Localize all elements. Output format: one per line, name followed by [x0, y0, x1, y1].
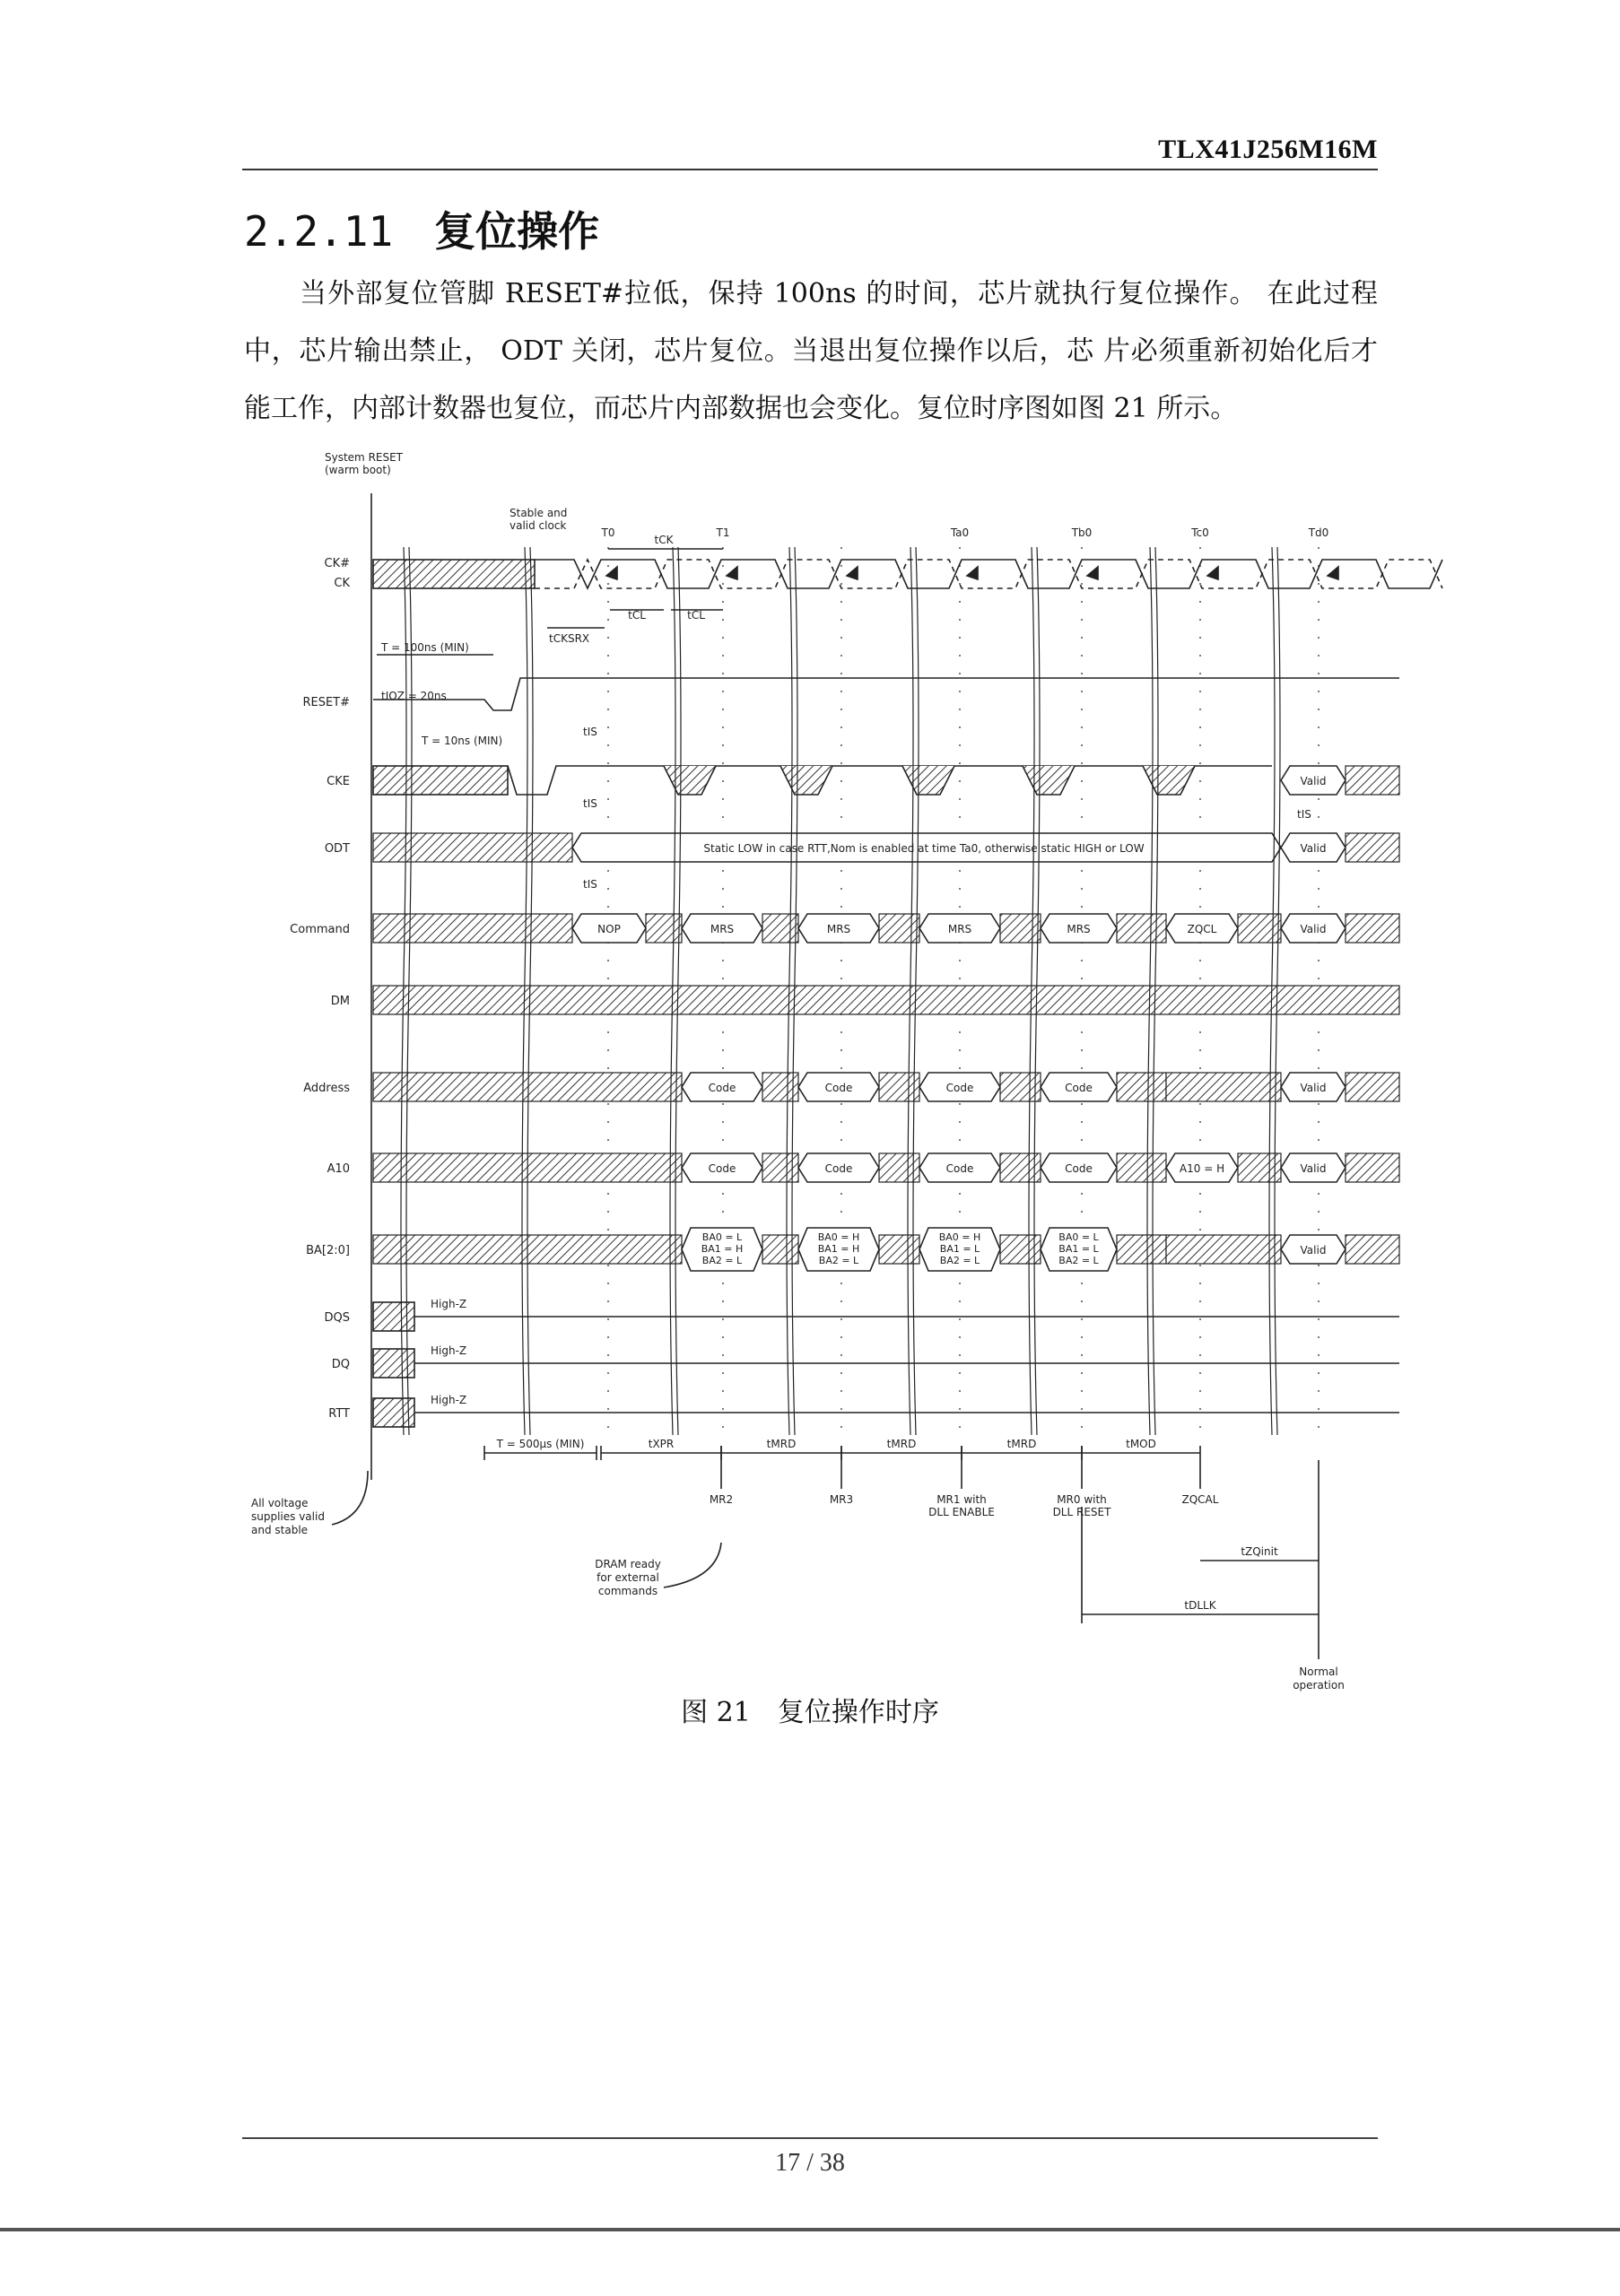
a10-dont-care [762, 1153, 798, 1182]
signal-label: CK [334, 577, 350, 590]
signal-label: Command [290, 923, 350, 936]
signal-label: DQS [324, 1311, 350, 1325]
page-bottom-border [0, 2228, 1620, 2231]
mr-label: ZQCAL [1181, 1493, 1219, 1506]
mr-label: MR2 [709, 1493, 734, 1506]
command-value: NOP [597, 923, 621, 935]
odt-value: Valid [1300, 842, 1327, 855]
cmd-gap-dont-care [879, 914, 919, 943]
odt-text: Static LOW in case RTT,Nom is enabled at time Ta0, otherwise static HIGH or LOW [703, 842, 1145, 855]
section-heading [244, 199, 599, 258]
signal-label: ODT [324, 842, 350, 856]
a10-value: A10 = H [1179, 1162, 1225, 1175]
mr-label: DLL RESET [1052, 1506, 1111, 1518]
cmd-gap-dont-care [1117, 914, 1166, 943]
command-value: MRS [947, 923, 972, 935]
address-value: Code [945, 1082, 974, 1094]
ba-value: BA1 = L [1058, 1243, 1099, 1255]
cmd-gap-dont-care [646, 914, 682, 943]
address-dont-care [373, 1073, 682, 1101]
tdllk-label: tDLLK [1184, 1599, 1216, 1612]
a10-dont-care [1346, 1153, 1399, 1182]
a10-value: Code [945, 1162, 974, 1175]
cke-transition [780, 766, 832, 795]
ba-value: BA2 = L [701, 1255, 743, 1266]
all-voltage-label: and stable [251, 1524, 309, 1536]
ba-dont-care [1346, 1235, 1399, 1264]
command-value: MRS [710, 923, 735, 935]
stable-clock-label: valid clock [510, 519, 567, 532]
signal-label: Address [303, 1082, 350, 1095]
a10-value: Valid [1300, 1162, 1327, 1175]
ba-value: BA0 = L [1058, 1231, 1099, 1243]
mr-label: MR3 [829, 1493, 854, 1506]
header-rule [242, 169, 1378, 170]
ck-edge-arrow [847, 567, 858, 579]
tcl1-label: tCL [628, 609, 646, 622]
a10-value: Code [708, 1162, 736, 1175]
cke-dont-care [1346, 766, 1399, 795]
signal-label: DQ [331, 1358, 350, 1371]
normal-operation-label: Normal [1299, 1665, 1338, 1678]
cke-value: Valid [1300, 775, 1327, 787]
dram-ready-label: DRAM ready [595, 1558, 661, 1570]
section-title: 复位操作 [434, 207, 600, 256]
tcksrx-label: tCKSRX [549, 632, 590, 645]
signal-label: RTT [328, 1407, 350, 1421]
t100-label: T = 100ns (MIN) [381, 641, 469, 654]
ba-value: BA0 = H [938, 1231, 981, 1243]
command-value: MRS [826, 923, 851, 935]
signal-label: RESET# [302, 696, 350, 709]
dram-ready-label: commands [597, 1585, 658, 1597]
address-value: Code [1065, 1082, 1093, 1094]
highz-label: High-Z [431, 1344, 467, 1357]
time-marker: Tc0 [1191, 526, 1209, 539]
bottom-timing-label: tMRD [886, 1438, 917, 1450]
body-paragraph: 当外部复位管脚 RESET#拉低，保持 100ns 的时间，芯片就执行复位操作。 在此过程中，芯片输出禁止， ODT 关闭，芯片复位。当退出复位操作以后，芯 片必须重新初始化后才能工作，内部计数器也复位，而芯片内部数据也会变化。复位时序图如图 21 所示。 [244, 278, 1378, 424]
cmd-dont-care [1346, 914, 1399, 943]
dram-ready-pointer [664, 1543, 721, 1587]
tis4-label: tIS [583, 878, 597, 891]
ck-edge-arrow [1328, 567, 1338, 579]
ba-value: BA0 = L [701, 1231, 743, 1243]
mr-label: DLL ENABLE [928, 1506, 995, 1518]
figure-caption: 图 21 复位操作时序 [681, 1697, 939, 1728]
address-value: Code [708, 1082, 736, 1094]
t10-label: T = 10ns (MIN) [422, 735, 503, 747]
normal-operation-label: operation [1293, 1679, 1345, 1692]
ba-value: BA1 = L [939, 1243, 980, 1255]
highz-label: High-Z [431, 1298, 467, 1310]
address-dont-care [879, 1073, 919, 1101]
time-marker: Td0 [1308, 526, 1329, 539]
tis2-label: tIS [583, 797, 597, 810]
ba-value: BA2 = L [939, 1255, 980, 1266]
signal-label: CKE [327, 775, 350, 788]
io-dont-care [373, 1302, 414, 1331]
command-value: MRS [1067, 923, 1091, 935]
tzqinit-label: tZQinit [1241, 1545, 1278, 1558]
time-marker: T1 [716, 526, 730, 539]
system-reset-label: (warm boot) [325, 464, 391, 476]
address-dont-care [1117, 1073, 1166, 1101]
document-header-title: TLX41J256M16M [1158, 135, 1378, 164]
section-number: 2.2.11 [244, 207, 394, 256]
all-voltage-label: All voltage [251, 1497, 309, 1509]
address-dont-care [1166, 1073, 1281, 1101]
ba-value: BA2 = L [1058, 1255, 1099, 1266]
bottom-timing-label: T = 500µs (MIN) [496, 1438, 585, 1450]
ba-value: Valid [1300, 1244, 1327, 1257]
cke-dont-care [373, 766, 508, 795]
odt-dont-care [1346, 833, 1399, 862]
bottom-timing-label: tMRD [766, 1438, 797, 1450]
reset-timing-diagram [242, 439, 1408, 1692]
ba-value: BA1 = H [817, 1243, 860, 1255]
mr-label: MR1 with [936, 1493, 987, 1506]
ba-dont-care [1166, 1235, 1281, 1264]
ba-value: BA1 = H [701, 1243, 744, 1255]
tck-label: tCK [654, 534, 674, 546]
ck-edge-arrow [967, 567, 978, 579]
address-dont-care [1000, 1073, 1041, 1101]
a10-value: Code [1065, 1162, 1093, 1175]
ck-undefined-region [373, 560, 535, 588]
bottom-timing-label: tMRD [1006, 1438, 1037, 1450]
command-value: ZQCL [1187, 923, 1217, 935]
io-dont-care [373, 1349, 414, 1378]
signal-label: DM [330, 995, 350, 1008]
cmd-value: Valid [1300, 923, 1327, 935]
ck-waveform [535, 560, 1442, 588]
tcl2-label: tCL [687, 609, 705, 622]
tis3-label: tIS [1297, 808, 1311, 821]
ba-dont-care [762, 1235, 798, 1264]
cmd-gap-dont-care [762, 914, 798, 943]
odt-dont-care [373, 833, 572, 862]
all-voltage-pointer [332, 1471, 368, 1525]
cke-transition [664, 766, 716, 795]
ck-bar-waveform [535, 560, 1442, 588]
dram-ready-label: for external [597, 1571, 659, 1584]
system-reset-label: System RESET [325, 451, 404, 464]
cke-transition [1143, 766, 1195, 795]
footer-rule [242, 2137, 1378, 2139]
time-marker: T0 [601, 526, 615, 539]
time-marker: Ta0 [950, 526, 970, 539]
highz-label: High-Z [431, 1394, 467, 1406]
bottom-timing-label: tMOD [1126, 1438, 1156, 1450]
address-dont-care [1346, 1073, 1399, 1101]
ck-edge-arrow [1207, 567, 1218, 579]
cmd-gap-dont-care [1000, 914, 1041, 943]
signal-label: CK# [324, 557, 350, 570]
cmd-gap-dont-care [1238, 914, 1281, 943]
time-marker: Tb0 [1071, 526, 1093, 539]
bottom-timing-label: tXPR [648, 1438, 675, 1450]
ba-dont-care [1117, 1235, 1166, 1264]
ba-value: BA0 = H [817, 1231, 860, 1243]
a10-dont-care [1117, 1153, 1166, 1182]
ck-edge-arrow [727, 567, 737, 579]
mr-label: MR0 with [1057, 1493, 1107, 1506]
address-value: Valid [1300, 1082, 1327, 1094]
all-voltage-label: supplies valid [251, 1510, 325, 1523]
page-number: 17 / 38 [775, 2149, 845, 2177]
ba-value: BA2 = L [818, 1255, 859, 1266]
tis1-label: tIS [583, 726, 597, 738]
ck-edge-arrow [1087, 567, 1098, 579]
ck-edge-arrow [606, 567, 617, 579]
tioz-label: tIOZ = 20ns [381, 690, 447, 702]
stable-clock-label: Stable and [510, 507, 568, 519]
cmd-dont-care [373, 914, 572, 943]
address-value: Code [824, 1082, 853, 1094]
signal-label: BA[2:0] [306, 1244, 350, 1257]
a10-value: Code [824, 1162, 853, 1175]
dm-dont-care [373, 986, 1399, 1014]
cke-transition [902, 766, 954, 795]
cke-transition [1023, 766, 1075, 795]
signal-label: A10 [327, 1162, 350, 1176]
